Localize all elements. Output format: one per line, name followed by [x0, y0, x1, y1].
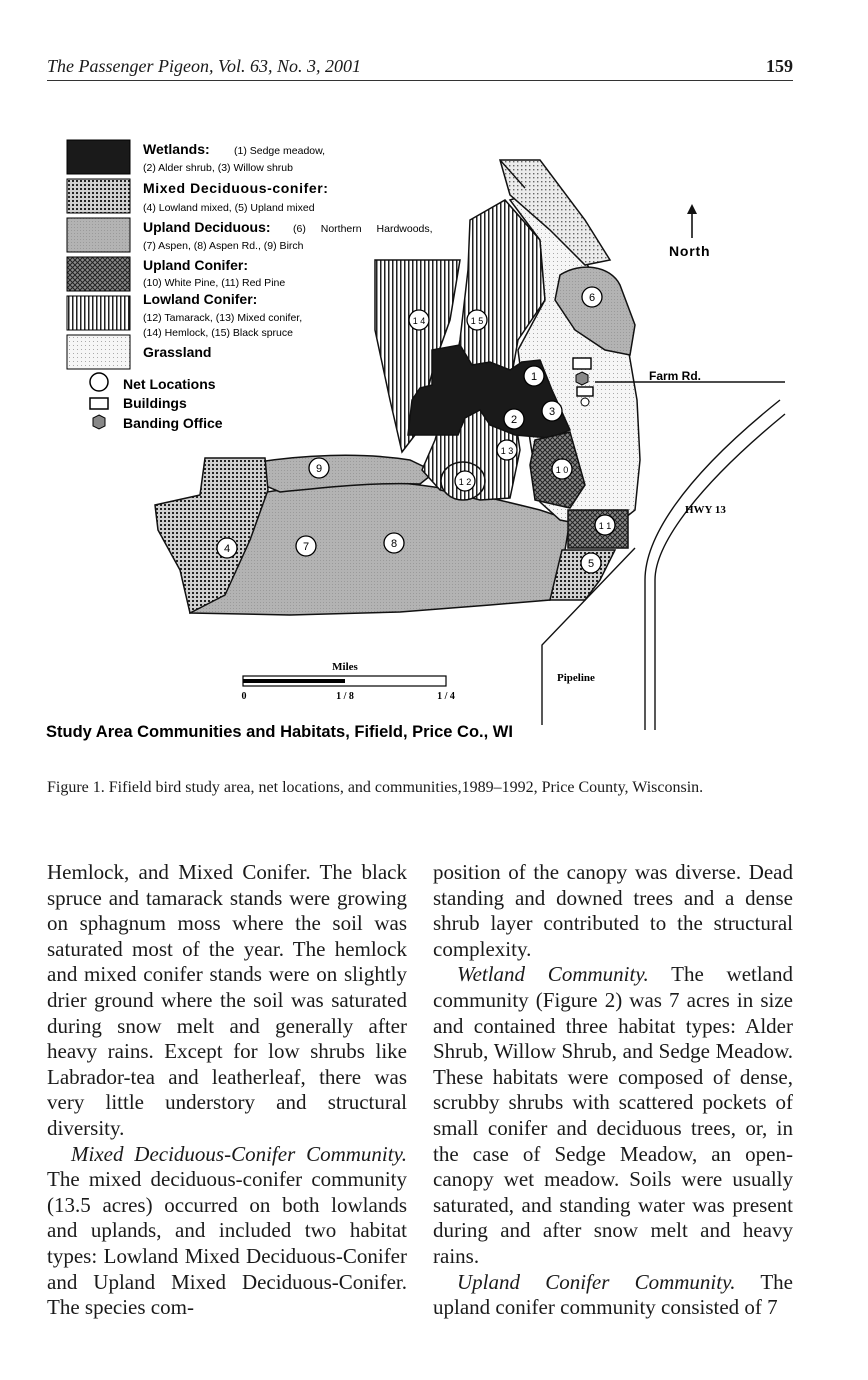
journal-title: The Passenger Pigeon, Vol. 63, No. 3, 2001	[47, 56, 361, 76]
net-marker	[409, 310, 429, 330]
net-marker	[455, 471, 475, 491]
building-small	[581, 398, 589, 406]
paragraph	[47, 1142, 407, 1321]
legend-swatch-grassland	[67, 335, 130, 369]
section-heading: Mixed Deciduous-Conifer Community.	[71, 1141, 407, 1166]
left-column	[47, 860, 407, 1321]
scale-miles-label: Miles	[332, 661, 358, 673]
scale-tick-2: 1 / 4	[437, 691, 455, 702]
net-marker	[582, 287, 602, 307]
legend-swatch-upland-conifer	[67, 257, 130, 291]
net-marker-label: 7	[302, 541, 310, 553]
net-marker-label: 5	[587, 558, 595, 570]
paragraph	[433, 1270, 793, 1321]
legend-buildings-label: Buildings	[123, 395, 187, 411]
net-marker-label: 4	[223, 543, 231, 555]
building	[577, 387, 593, 396]
legend-lowland-con-title: Lowland Conifer:	[143, 291, 258, 307]
pipeline-label: Pipeline	[557, 672, 595, 684]
farm-rd-label: Farm Rd.	[649, 369, 702, 383]
legend-building-icon	[90, 398, 108, 409]
figure-title: Study Area Communities and Habitats, Fifield, Price Co., WI	[46, 723, 513, 741]
net-marker-label: 1 5	[470, 316, 484, 326]
legend-grassland-title: Grassland	[143, 344, 212, 360]
net-marker-label: 1 0	[555, 465, 569, 475]
legend-lowland-con-line1: (12) Tamarack, (13) Mixed conifer,	[143, 312, 303, 324]
net-marker-label: 6	[588, 292, 596, 304]
net-marker-label: 8	[390, 538, 398, 550]
net-marker-label: 1 1	[598, 521, 612, 531]
legend-upland-dec-line1: (6) Northern Hardwoods,	[293, 223, 433, 235]
legend-wetlands-line1: (1) Sedge meadow,	[234, 145, 326, 157]
figure-caption: Figure 1. Fifield bird study area, net locations, and communities,1989–1992, Price County, Wisconsin.	[47, 779, 704, 796]
legend-banding-office-icon	[93, 415, 105, 429]
north-arrow-icon	[687, 204, 697, 214]
right-column	[433, 860, 793, 1321]
scale-tick-1: 1 / 8	[336, 691, 354, 702]
legend-wetlands-title: Wetlands:	[143, 141, 210, 157]
scale-tick-0: 0	[241, 691, 247, 702]
habitat-map	[40, 100, 840, 760]
paragraph: Hemlock, and Mixed Conifer. The black spruce and tamarack stands were growing on sphagnum moss where the soil was saturated most of the year. The hemlock and mixed conifer stands were on slightly drier ground where the soil was saturated during snow melt and generally after heavy rains. Except for low shrubs like Labrador-tea and leatherleaf, there was very little understory and structural diversity.	[47, 860, 407, 1140]
paragraph-text: The wetland community (Figure 2) was 7 acres in size and contained three habitat types: Alder Shrub, Willow Shrub, and Sedge Meadow. These habitats were composed of dense, scrubby shrubs with scattered pockets of small conifer and deciduous trees, or, in the case of Sedge Meadow, an open-canopy wet meadow. Soils were usually saturated, and standing water was present during and after snow melt and heavy rains.	[433, 962, 794, 1268]
net-marker-label: 3	[548, 406, 556, 418]
net-marker	[595, 515, 615, 535]
paragraph-text: The upland conifer community consisted of 7	[433, 1269, 794, 1320]
net-marker-label: 1 4	[412, 316, 426, 326]
net-marker-label: 1	[530, 371, 538, 383]
legend-swatch-wetlands	[67, 140, 130, 174]
north-label: North	[669, 243, 711, 259]
net-marker	[552, 459, 572, 479]
paragraph	[433, 962, 793, 1269]
figure-map	[40, 100, 840, 760]
legend-lowland-con-line2: (14) Hemlock, (15) Black spruce	[143, 327, 293, 339]
net-marker	[217, 538, 237, 558]
net-marker-label: 2	[510, 414, 518, 426]
net-marker	[497, 440, 517, 460]
legend-wetlands-line2: (2) Alder shrub, (3) Willow shrub	[143, 162, 293, 174]
net-marker-label: 1 3	[500, 446, 514, 456]
net-marker	[542, 401, 562, 421]
net-marker	[309, 458, 329, 478]
legend-mixed-title: Mixed Deciduous-conifer:	[143, 180, 329, 196]
legend-swatch-mixed	[67, 179, 130, 213]
running-header	[47, 54, 793, 81]
net-marker	[524, 366, 544, 386]
net-marker	[296, 536, 316, 556]
hwy-13-line-east	[655, 414, 785, 730]
legend-upland-con-line1: (10) White Pine, (11) Red Pine	[143, 277, 286, 289]
hwy-label: HWY 13	[685, 504, 726, 516]
net-marker-label: 1 2	[458, 477, 472, 487]
paragraph: position of the canopy was diverse. Dead standing and downed trees and a dense shrub layer contributed to the structural complexity.	[433, 860, 793, 961]
legend-swatch-lowland-conifer	[67, 296, 130, 330]
net-marker	[581, 553, 601, 573]
legend-net-label: Net Locations	[123, 376, 216, 392]
building	[573, 358, 591, 369]
net-marker	[504, 409, 524, 429]
legend-upland-con-title: Upland Conifer:	[143, 257, 248, 273]
net-marker	[467, 310, 487, 330]
scale-bar	[242, 661, 455, 702]
legend-swatch-upland-deciduous	[67, 218, 130, 252]
banding-office-icon	[576, 372, 588, 385]
net-marker-label: 9	[315, 463, 323, 475]
net-marker	[384, 533, 404, 553]
legend-upland-dec-title: Upland Deciduous:	[143, 219, 271, 235]
section-heading: Upland Conifer Community.	[457, 1269, 736, 1294]
page-number: 159	[766, 56, 793, 76]
paragraph-text: The mixed deciduous-conifer community (13.5 acres) occurred on both lowlands and uplands, and included two habitat types: Lowland Mixed Deciduous-Conifer and Upland Mixed Deciduous-Conifer. The species com-	[47, 1167, 407, 1320]
legend-net-icon	[90, 373, 108, 391]
legend-banding-office-label: Banding Office	[123, 415, 223, 431]
legend-upland-dec-line2: (7) Aspen, (8) Aspen Rd., (9) Birch	[143, 240, 304, 252]
section-heading: Wetland Community.	[457, 962, 649, 987]
hwy-13-line-west	[645, 400, 780, 730]
legend-mixed-line1: (4) Lowland mixed, (5) Upland mixed	[143, 202, 315, 214]
